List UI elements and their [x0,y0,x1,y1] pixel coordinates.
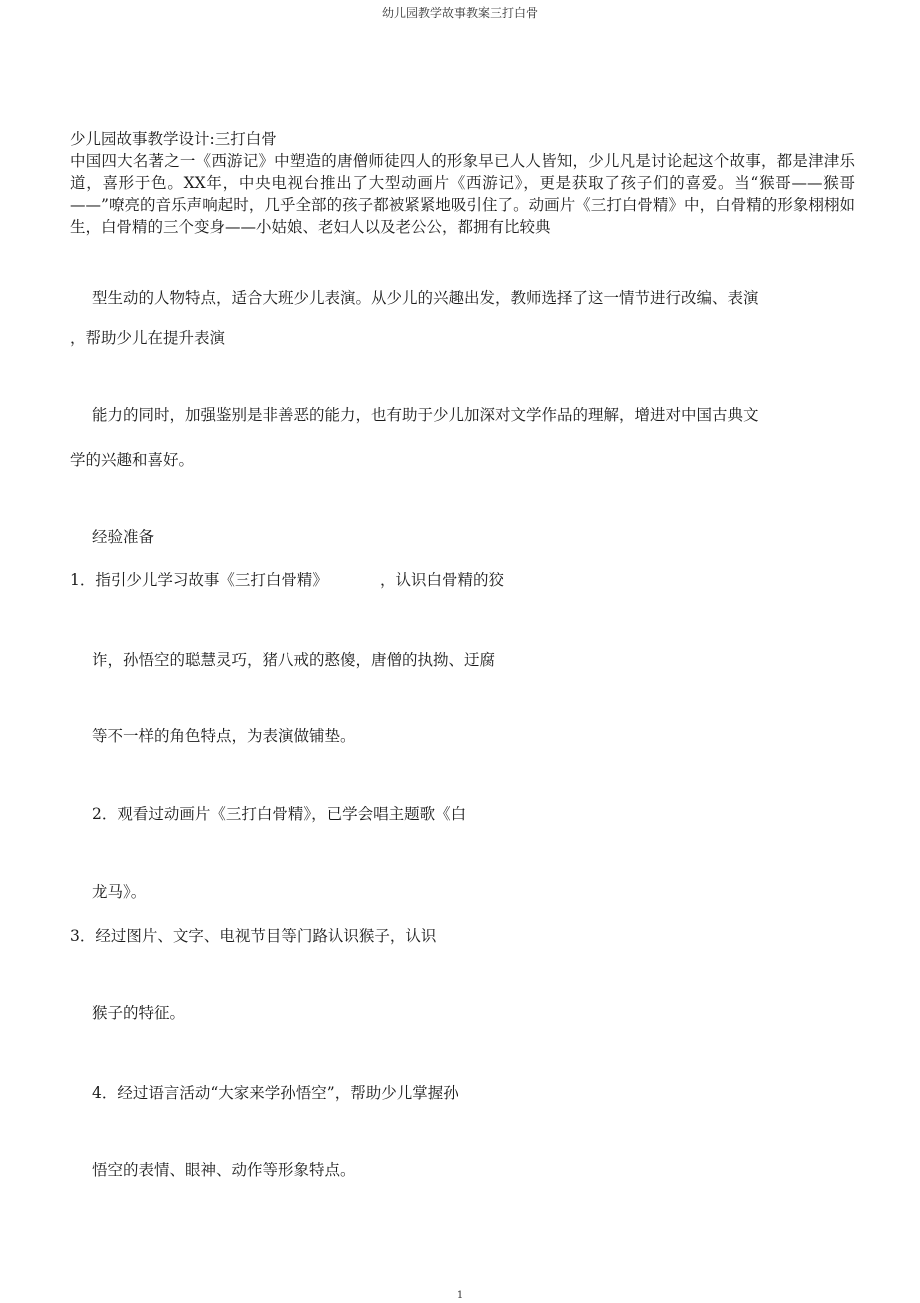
page-header: 幼儿园教学故事教案三打白骨 [381,6,538,20]
section-heading: 经验准备 [92,528,155,546]
text-line: 学的兴趣和喜好。 [70,451,195,469]
list-item: 1．指引少儿学习故事《三打白骨精》 [70,571,328,589]
list-item: 4．经过语言活动“大家来学孙悟空”，帮助少儿掌握孙 [92,1084,459,1102]
text-line: 等不一样的角色特点，为表演做铺垫。 [92,727,356,745]
intro-paragraph: 中国四大名著之一《西游记》中塑造的唐僧师徒四人的形象早已人人皆知，少儿凡是讨论起这个故事，都是津津乐道，喜形于色。XX年，中央电视台推出了大型动画片《西游记》，更是获取了孩子们的喜爱。当“猴哥——猴哥——”嘹亮的音乐声响起时，几乎全部的孩子都被紧紧地吸引住了。动画片《三打白骨精》中，白骨精的形象栩栩如生，白骨精的三个变身——小姑娘、老妇人以及老公公，都拥有比较典 [70,152,855,236]
text-line: ，帮助少儿在提升表演 [70,329,226,347]
text-line: 猴子的特征。 [92,1004,186,1022]
intro-block [70,128,855,238]
list-item: 2．观看过动画片《三打白骨精》，已学会唱主题歌《白 [92,805,467,823]
list-item: 3．经过图片、文字、电视节目等门路认识猴子，认识 [70,927,437,945]
text-line: 龙马》。 [92,883,147,901]
list-item-continuation: ，认识白骨精的狡 [380,571,505,589]
text-line: 悟空的表情、眼神、动作等形象特点。 [92,1161,356,1179]
document-title: 少儿园故事教学设计:三打白骨 [70,130,277,148]
text-line: 能力的同时，加强鉴别是非善恶的能力，也有助于少儿加深对文学作品的理解，增进对中国古典文 [92,406,759,424]
text-line: 诈，孙悟空的聪慧灵巧，猪八戒的憨傻，唐僧的执拗、迂腐 [92,651,496,669]
page-number: 1 [456,1290,464,1301]
text-line: 型生动的人物特点，适合大班少儿表演。从少儿的兴趣出发，教师选择了这一情节进行改编、表演 [92,289,759,307]
